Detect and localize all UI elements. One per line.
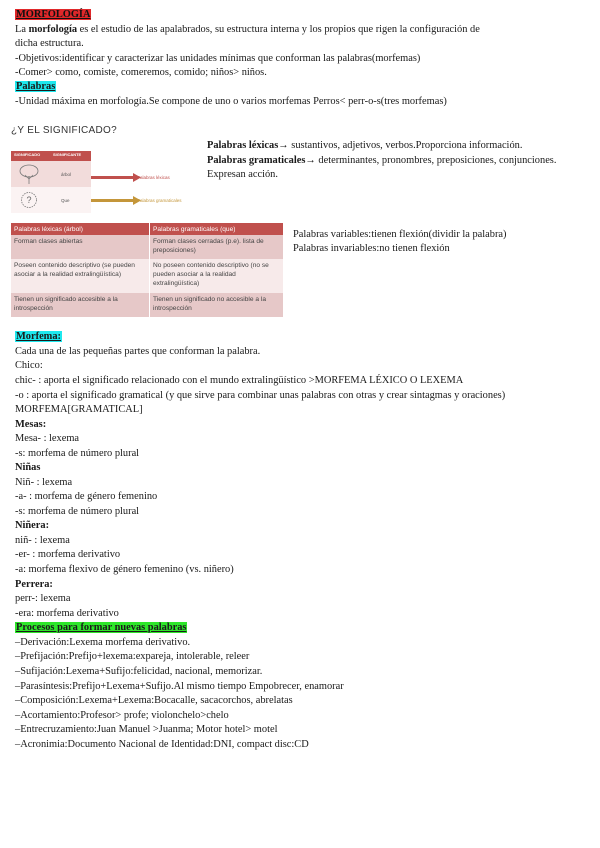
significado-diagram: [11, 151, 189, 215]
table-cell: Tienen un significado no accesible a la introspección: [150, 293, 284, 317]
table-cell: Poseen contenido descriptivo (se pueden asociar a la realidad extralingüística): [11, 259, 150, 293]
proceso-item: –Sufijación:Lexema+Sufijo:felicidad, nacional, memorizar.: [15, 666, 263, 677]
morfema-heading: Morfema:: [16, 331, 61, 342]
question-icon: [20, 191, 38, 209]
proceso-item: –Acortamiento:Profesor> profe; violonchelo>chelo: [15, 710, 229, 721]
table-row: [11, 235, 283, 259]
example-line: -s: morfema de número plural: [15, 448, 140, 459]
o-line2: MORFEMA[GRAMATICAL]: [15, 404, 143, 415]
chico-label: Chico:: [15, 360, 43, 371]
proceso-item: –Entrecruzamiento:Juan Manuel >Juanma; Motor hotel> motel: [15, 724, 278, 735]
morfologia-definition-line2: dicha estructura.: [15, 38, 84, 49]
proceso-item: –Acronimia:Documento Nacional de Identidad:DNI, compact disc:CD: [15, 739, 309, 750]
lexicas-gramaticales-table: [11, 223, 283, 317]
palabras-heading: Palabras: [16, 81, 56, 92]
table-row: [11, 293, 283, 317]
table-cell: Forman clases abiertas: [11, 235, 150, 259]
palabras-definition: -Unidad máxima en morfología.Se compone de uno o varios morfemas Perros< perr-o-s(tres morfemas): [15, 96, 447, 107]
table-row: [11, 259, 283, 293]
arrow-gramaticales-shaft: [91, 199, 133, 202]
arrow-lexicas-label: Palabras léxicas: [137, 175, 170, 180]
invariables-line: Palabras invariables:no tienen flexión: [293, 243, 450, 254]
table-header: Palabras gramaticales (que): [150, 223, 284, 235]
objetivos-line: -Objetivos:identificar y caracterizar las unidades mínimas que conforman las palabras(morfemas): [15, 53, 421, 64]
proceso-item: –Derivación:Lexema morfema derivativo.: [15, 637, 191, 648]
diagram-row-tree: árbol: [11, 161, 91, 187]
proceso-item: –Parasíntesis:Prefijo+Lexema+Sufijo.Al mismo tiempo Empobrecer, enamorar: [15, 681, 344, 692]
example-line: -era: morfema derivativo: [15, 608, 119, 619]
example-word: Niñas: [15, 462, 41, 473]
diagram-header: SIGNIFICADO SIGNIFICANTE: [11, 151, 91, 161]
diagram-row-question: ? Que: [11, 187, 91, 213]
morfema-definition: Cada una de las pequeñas partes que conforman la palabra.: [15, 346, 261, 357]
table-cell: Tienen un significado accesible a la introspección: [11, 293, 150, 317]
table-header-row: [11, 223, 283, 235]
svg-text:?: ?: [26, 195, 32, 205]
table-header: Palabras léxicas (árbol): [11, 223, 150, 235]
table-cell: No poseen contenido descriptivo (no se pueden asociar a la realidad extralingüística): [150, 259, 284, 293]
gramaticales-line: Palabras gramaticales→ determinantes, pronombres, preposiciones, conjunciones.: [207, 155, 557, 166]
example-line: -a- : morfema de género femenino: [15, 491, 158, 502]
table-cell: Forman clases cerradas (p.e). lista de preposiciones): [150, 235, 284, 259]
tree-icon: [18, 163, 40, 185]
o-line: -o : aporta el significado gramatical (y que sirve para combinar unas palabras con otras y crear sintagmas y oraciones): [15, 390, 506, 401]
example-line: niñ- : lexema: [15, 535, 70, 546]
morfologia-heading: MORFOLOGÍA: [16, 9, 91, 20]
example-word: Perrera:: [15, 579, 53, 590]
example-word: Mesas:: [15, 419, 47, 430]
proceso-item: –Prefijación:Prefijo+lexema:expareja, intolerable, releer: [15, 651, 250, 662]
chic-line: chic- : aporta el significado relacionado con el mundo extralingüístico >MORFEMA LÉXICO O LEXEMA: [15, 375, 464, 386]
significado-heading: ¿Y EL SIGNIFICADO?: [11, 125, 117, 136]
procesos-heading: Procesos para formar nuevas palabras: [16, 622, 187, 633]
example-line: -s: morfema de número plural: [15, 506, 140, 517]
arrow-gramaticales-label: Palabras gramaticales: [137, 198, 182, 203]
gramaticales-line2: Expresan acción.: [207, 169, 278, 180]
arrow-lexicas-shaft: [91, 176, 133, 179]
lexicas-line: Palabras léxicas→ sustantivos, adjetivos, verbos.Proporciona información.: [207, 140, 523, 151]
proceso-item: –Composición:Lexema+Lexema:Bocacalle, sacacorchos, abrelatas: [15, 695, 293, 706]
morfologia-definition: La morfología es el estudio de las apalabrados, su estructura interna y los propios que rigen la configuración de: [15, 24, 480, 35]
example-line: -a: morfema flexivo de género femenino (vs. niñero): [15, 564, 234, 575]
comer-example: -Comer> como, comiste, comeremos, comido; niños> niños.: [15, 67, 267, 78]
diagram-arrows: [91, 151, 151, 215]
example-line: Niñ- : lexema: [15, 477, 73, 488]
example-line: -er- : morfema derivativo: [15, 549, 121, 560]
example-line: Mesa- : lexema: [15, 433, 80, 444]
example-word: Niñera:: [15, 520, 50, 531]
variables-line: Palabras variables:tienen flexión(dividir la palabra): [293, 229, 507, 240]
example-line: perr-: lexema: [15, 593, 71, 604]
